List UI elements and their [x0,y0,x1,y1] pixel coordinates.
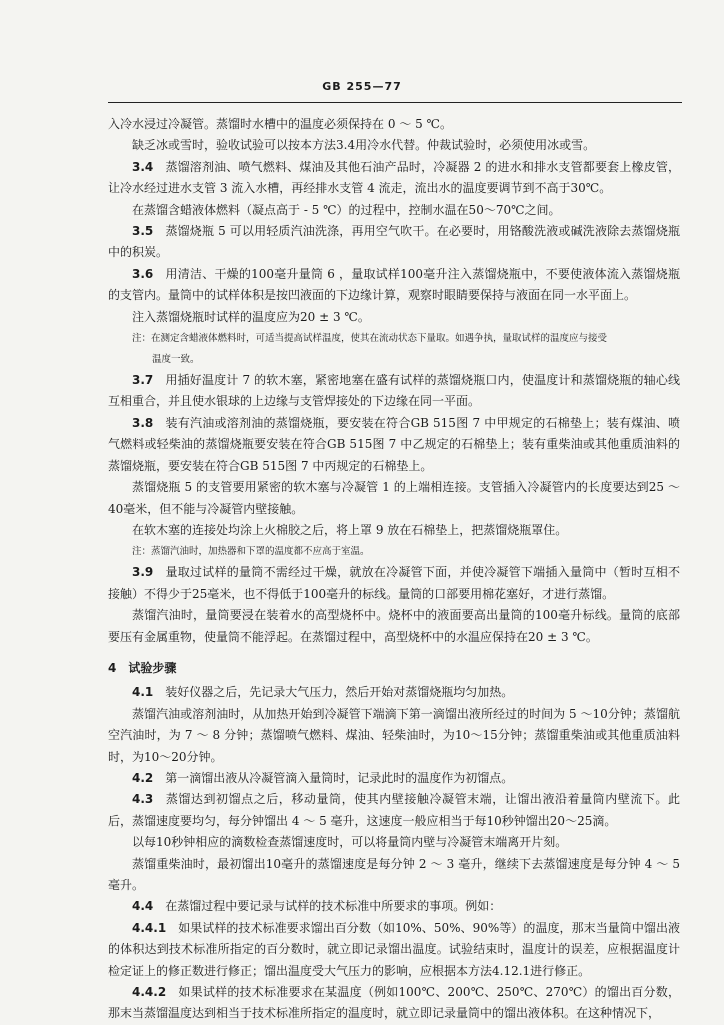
clause-number: 4.3 [132,792,154,807]
paragraph [108,918,680,982]
paragraph [108,562,680,605]
paragraph-text: 蒸馏烧瓶 5 的支管要用紧密的软木塞与冷凝管 1 的上端相连接。支管插入冷凝管内的长度要达到25 ～ 40毫米，但不能与冷凝管内壁接触。 [108,480,680,516]
paragraph [108,477,680,520]
paragraph-text: 如果试样的技术标准要求馏出百分数（如10%、50%、90%等）的温度，那末当量筒中馏出液的体积达到技术标准所指定的百分数时，就立即记录馏出温度。试验结束时，温度计的误差，应根据温度计检定证上的修正数进行修正；馏出温度受大气压力的影响，应根据本方法4.12.1进行修正。 [108,920,680,978]
paragraph-text: 蒸馏溶剂油、喷气燃料、煤油及其他石油产品时，冷凝器 2 的进水和排水支管都要套上橡皮管，让冷水经过进水支管 3 流入水槽，再经排水支管 4 流走，流出水的温度要调节到不高于30℃。 [108,159,680,196]
clause-number: 3.8 [132,415,154,430]
note-paragraph [108,349,680,370]
header-rule [108,102,682,103]
paragraph [108,135,680,156]
paragraph [108,832,680,853]
paragraph-text: 装好仪器之后，先记录大气压力，然后开始对蒸馏烧瓶均匀加热。 [165,685,514,700]
page-header: GB 255—77 [322,80,402,93]
paragraph-text: 蒸馏烧瓶 5 可以用轻质汽油洗涤，再用空气吹干。在必要时，用铬酸洗液或碱洗液除去蒸馏烧瓶中的积炭。 [108,224,680,260]
paragraph [108,982,680,1025]
paragraph [108,896,680,917]
clause-number: 3.5 [132,224,154,239]
paragraph-text: 在蒸馏含蜡液体燃料（凝点高于 - 5 ℃）的过程中，控制水温在50～70℃之间。 [132,202,561,217]
paragraph [108,520,680,541]
paragraph-text: 在软木塞的连接处均涂上火棉胶之后，将上罩 9 放在石棉垫上，把蒸馏烧瓶罩住。 [132,522,568,537]
paragraph [108,413,680,477]
paragraph-text: 在蒸馏过程中要记录与试样的技术标准中所要求的事项。例如： [165,899,502,914]
clause-number: 3.9 [132,565,154,580]
paragraph-text: 蒸馏达到初馏点之后，移动量筒，使其内壁接触冷凝管末端，让馏出液沿着量筒内壁流下。此后，蒸馏速度要均匀，每分钟馏出 4 ～ 5 毫升，这速度一般应相当于每10秒钟馏出20～25滴。 [108,792,680,828]
paragraph-text: 量取过试样的量筒不需经过干燥，就放在冷凝管下面，并使冷凝管下端插入量筒中（暂时互相不接触）不得少于25毫米，也不得低于100毫升的标线。量筒的口部要用棉花塞好，才进行蒸馏。 [108,565,680,601]
clause-number: 3.4 [132,159,154,174]
document-body [108,114,680,1025]
paragraph [108,114,680,135]
paragraph-text: 注：在测定含蜡液体燃料时，可适当提高试样温度，使其在流动状态下量取。如遇争执，量取试样的温度应与接受 [132,333,608,345]
clause-number: 3.6 [132,266,154,281]
paragraph-text: 如果试样的技术标准要求在某温度（例如100℃、200℃、250℃、270℃）的馏出百分数，那末当蒸馏温度达到相当于技术标准所指定的温度时，就立即记录量筒中的馏出液体积。在这种情况下， [108,985,680,1021]
paragraph [108,370,680,413]
clause-number: 4.1 [132,685,154,700]
paragraph-text: 试验步骤 [128,660,177,675]
clause-number: 3.7 [132,373,154,388]
paragraph [108,157,680,200]
paragraph-text: 蒸馏汽油或溶剂油时，从加热开始到冷凝管下端滴下第一滴馏出液所经过的时间为 5 ～10分钟；蒸馏航空汽油时，为 7 ～ 8 分钟；蒸馏喷气燃料、煤油、轻柴油时，为10～15分钟；蒸馏重柴油或其他重质油料时，为10～20分钟。 [108,706,680,764]
paragraph [108,221,680,264]
paragraph [108,200,680,221]
paragraph-text: 蒸馏重柴油时，最初馏出10毫升的蒸馏速度是每分钟 2 ～ 3 毫升，继续下去蒸馏速度是每分钟 4 ～ 5 毫升。 [108,856,680,892]
paragraph [108,768,680,789]
paragraph-text: 入冷水浸过冷凝管。蒸馏时水槽中的温度必须保持在 0 ～ 5 ℃。 [108,117,452,131]
paragraph-text: 用清洁、干燥的100毫升量筒 6 ，量取试样100毫升注入蒸馏烧瓶中，不要使液体流入蒸馏烧瓶的支管内。量筒中的试样体积是按凹液面的下边缘计算，观察时眼睛要保持与液面在同一水平面上。 [108,266,680,303]
note-paragraph [108,328,680,349]
paragraph-text: 第一滴馏出液从冷凝管滴入量筒时，记录此时的温度作为初馏点。 [165,770,514,785]
paragraph [108,307,680,328]
paragraph-text: 注：蒸馏汽油时，加热器和下罩的温度都不应高于室温。 [132,546,370,558]
paragraph [108,264,680,307]
paragraph [108,789,680,832]
paragraph-text: 装有汽油或溶剂油的蒸馏烧瓶，要安装在符合GB 515图 7 中甲规定的石棉垫上；装有煤油、喷气燃料或轻柴油的蒸馏烧瓶要安装在符合GB 515图 7 中乙规定的石棉垫上；装有重柴油或其他重质油料的蒸馏烧瓶，要安装在符合GB 515图 7 中丙规定的石棉垫上。 [108,415,680,473]
paragraph-text: 注入蒸馏烧瓶时试样的温度应为20 ± 3 ℃。 [132,309,370,324]
paragraph [108,682,680,703]
paragraph-text: 温度一致。 [152,354,200,366]
section-heading [108,658,680,679]
paragraph [108,704,680,768]
paragraph [108,854,680,897]
clause-number: 4 [108,660,117,675]
paragraph [108,605,680,648]
paragraph-text: 蒸馏汽油时，量筒要浸在装着水的高型烧杯中。烧杯中的液面要高出量筒的100毫升标线。量筒的底部要压有金属重物，使量筒不能浮起。在蒸馏过程中，高型烧杯中的水温应保持在20 ± 3 ℃。 [108,608,680,644]
clause-number: 4.4.1 [132,920,167,935]
paragraph-text: 用插好温度计 7 的软木塞，紧密地塞在盛有试样的蒸馏烧瓶口内，使温度计和蒸馏烧瓶的轴心线互相重合，并且使水银球的上边缘与支管焊接处的下边缘在同一平面。 [108,373,680,409]
clause-number: 4.2 [132,770,154,785]
paragraph-text: 缺乏冰或雪时，验收试验可以按本方法3.4用冷水代替。仲裁试验时，必须使用冰或雪。 [132,138,596,153]
clause-number: 4.4.2 [132,985,167,1000]
note-paragraph [108,541,680,562]
paragraph-text: 以每10秒钟相应的滴数检查蒸馏速度时，可以将量筒内壁与冷凝管末端离开片刻。 [132,835,568,850]
clause-number: 4.4 [132,899,154,914]
